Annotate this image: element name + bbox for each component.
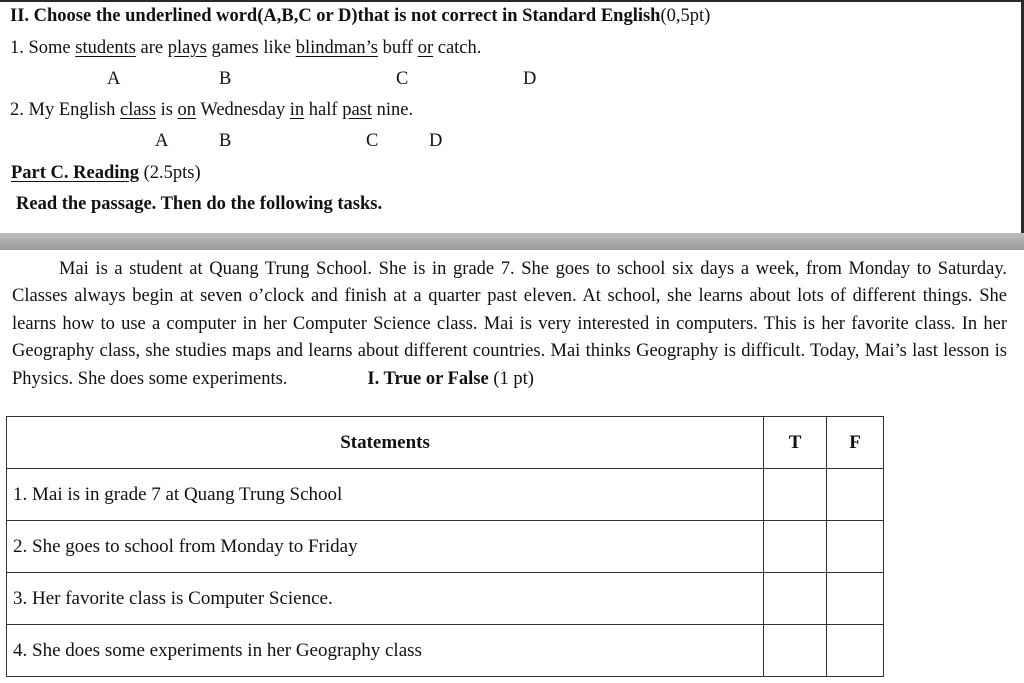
q1-text-3: buff — [377, 38, 418, 58]
part-c-points: (2.5pts) — [138, 163, 201, 183]
statement-3: 3. Her favorite class is Computer Science. — [7, 573, 764, 625]
part-c-title: Part C. Reading — [11, 163, 139, 183]
q2-underlined-a: class — [119, 100, 156, 120]
statement-2-true-cell[interactable] — [764, 521, 827, 573]
q2-option-d: D — [429, 131, 443, 151]
statement-1-false-cell[interactable] — [827, 469, 884, 521]
q1-text-4: catch. — [433, 38, 482, 58]
q2-text-start: 2. My English — [10, 100, 120, 120]
q1-text-2: games like — [206, 38, 296, 58]
q1-text-1: are — [135, 38, 168, 58]
q1-underlined-d: or — [417, 38, 434, 58]
header-true: T — [764, 417, 827, 469]
q2-text-2: Wednesday — [196, 100, 290, 120]
reading-passage — [12, 256, 1007, 393]
true-false-points: (1 pt) — [488, 368, 534, 389]
section-2-points: (0,5pt) — [660, 6, 711, 26]
section-2-title — [10, 5, 710, 27]
q1-text-start: 1. Some — [10, 38, 76, 58]
statement-2-false-cell[interactable] — [827, 521, 884, 573]
table-row — [7, 469, 884, 521]
question-2 — [10, 99, 413, 121]
q2-underlined-c: in — [289, 100, 305, 120]
question-1 — [10, 37, 481, 59]
q1-underlined-c: blindman’s — [295, 38, 378, 58]
statement-2: 2. She goes to school from Monday to Friday — [7, 521, 764, 573]
table-row — [7, 521, 884, 573]
statement-4-false-cell[interactable] — [827, 625, 884, 677]
q1-option-a: A — [107, 69, 121, 89]
q1-underlined-a: students — [75, 38, 136, 58]
q2-text-4: nine. — [372, 100, 414, 120]
page-top-border — [0, 0, 1024, 2]
true-false-table — [6, 416, 884, 677]
part-c-heading — [11, 162, 201, 184]
table-row — [7, 625, 884, 677]
q2-option-c: C — [366, 131, 379, 151]
part-c-instruction: Read the passage. Then do the following tasks. — [16, 194, 383, 214]
q2-option-a: A — [155, 131, 169, 151]
q2-text-3: half — [304, 100, 343, 120]
header-false: F — [827, 417, 884, 469]
statement-1-true-cell[interactable] — [764, 469, 827, 521]
q1-option-b: B — [219, 69, 232, 89]
statement-4: 4. She does some experiments in her Geography class — [7, 625, 764, 677]
header-statements: Statements — [7, 417, 764, 469]
q2-underlined-d: past — [342, 100, 372, 120]
statement-3-true-cell[interactable] — [764, 573, 827, 625]
q2-underlined-b: on — [177, 100, 197, 120]
q1-underlined-b: plays — [167, 38, 207, 58]
table-header-row — [7, 417, 884, 469]
q2-option-b: B — [219, 131, 232, 151]
statement-4-true-cell[interactable] — [764, 625, 827, 677]
passage-text: Mai is a student at Quang Trung School. She is in grade 7. She goes to school six days a week, from Monday to Saturday. Classes always begin at seven o’clock and finish at a quarter past eleven. At school, she learns about lots of different things. She learns how to use a computer in her Computer Science class. Mai is very interested in computers. This is her favorite class. In her Geography class, she studies maps and learns about different countries. Mai thinks Geography is difficult. Today, Mai’s last lesson is Physics. She does some experiments. — [12, 259, 1007, 389]
section-2-title-text: II. Choose the underlined word(A,B,C or D)that is not correct in Standard English — [10, 6, 661, 26]
statement-3-false-cell[interactable] — [827, 573, 884, 625]
true-false-title: I. True or False — [367, 368, 489, 389]
table-row — [7, 573, 884, 625]
q1-option-d: D — [523, 69, 537, 89]
q2-text-1: is — [155, 100, 178, 120]
q1-option-c: C — [396, 69, 409, 89]
statement-1: 1. Mai is in grade 7 at Quang Trung School — [7, 469, 764, 521]
page-separator — [0, 233, 1024, 250]
